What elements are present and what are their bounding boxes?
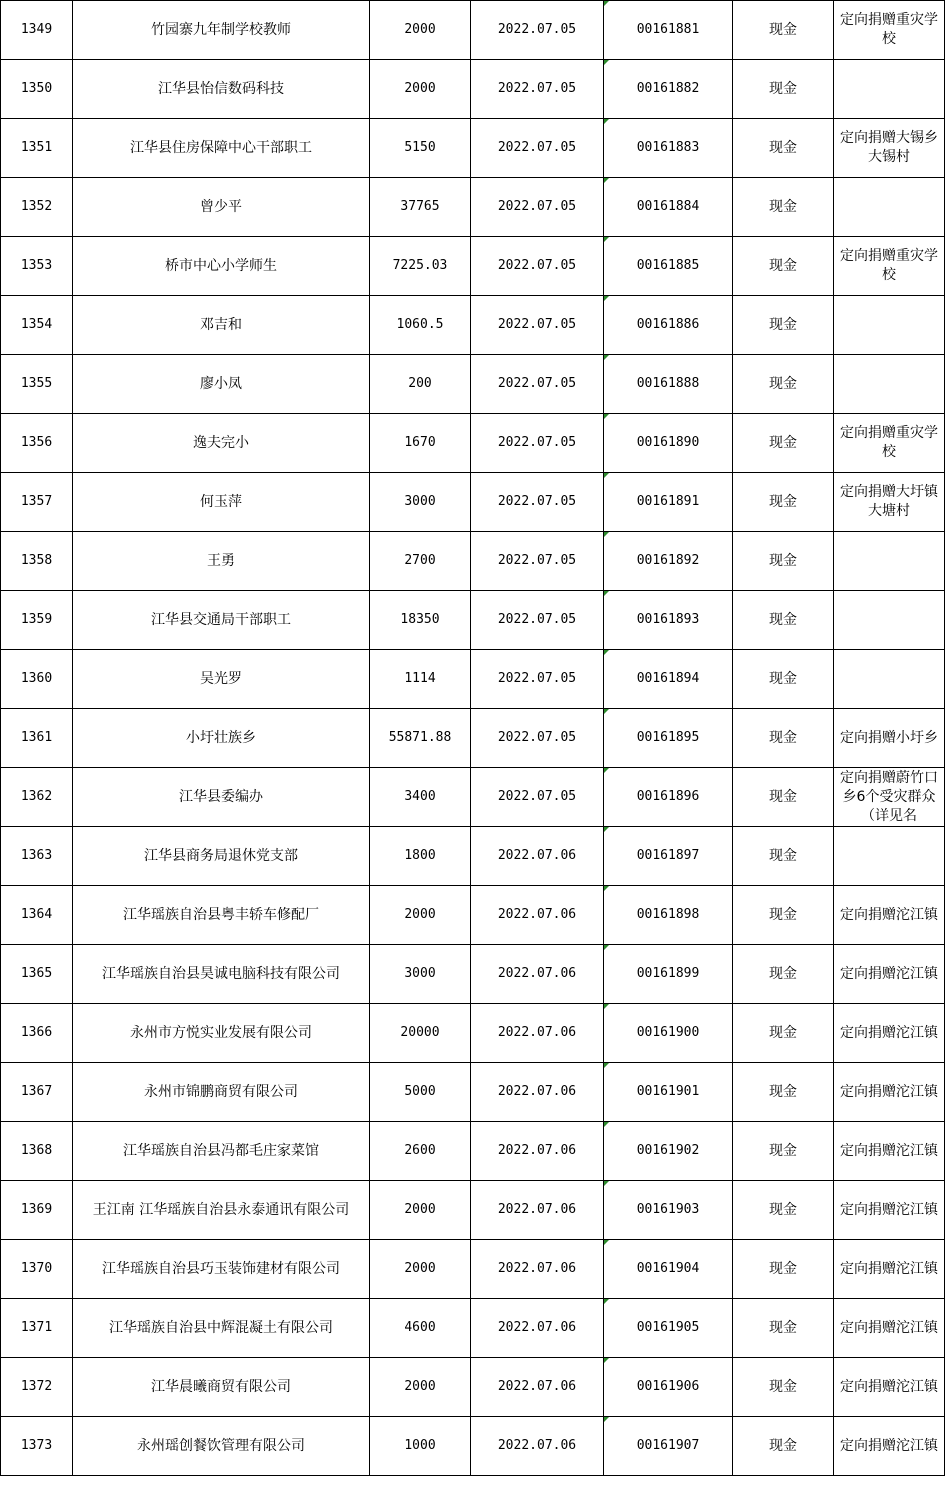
voucher-number: 00161900 xyxy=(604,1004,733,1063)
voucher-number: 00161904 xyxy=(604,1240,733,1299)
donor-name: 曾少平 xyxy=(73,178,370,237)
table-row xyxy=(1,886,945,945)
donor-name: 邓吉和 xyxy=(73,296,370,355)
note xyxy=(834,650,945,709)
note xyxy=(834,709,945,768)
table-row xyxy=(1,237,945,296)
payment-method: 现金 xyxy=(733,237,834,296)
note xyxy=(834,827,945,886)
payment-method: 现金 xyxy=(733,60,834,119)
amount: 2000 xyxy=(370,1181,471,1240)
voucher-number: 00161883 xyxy=(604,119,733,178)
payment-method: 现金 xyxy=(733,1,834,60)
voucher-number: 00161898 xyxy=(604,886,733,945)
donation-date: 2022.07.05 xyxy=(471,60,604,119)
row-id: 1355 xyxy=(1,355,73,414)
row-id: 1373 xyxy=(1,1417,73,1476)
payment-method: 现金 xyxy=(733,178,834,237)
note xyxy=(834,414,945,473)
row-id: 1360 xyxy=(1,650,73,709)
amount: 2000 xyxy=(370,1,471,60)
donation-date: 2022.07.06 xyxy=(471,1299,604,1358)
note xyxy=(834,355,945,414)
amount: 1800 xyxy=(370,827,471,886)
donor-name: 江华瑶族自治县冯都毛庄家菜馆 xyxy=(73,1122,370,1181)
table-row xyxy=(1,1240,945,1299)
note-text: 定向捐赠沱江镇 xyxy=(840,1260,938,1277)
amount: 2000 xyxy=(370,1240,471,1299)
amount: 18350 xyxy=(370,591,471,650)
donation-date: 2022.07.05 xyxy=(471,768,604,827)
payment-method: 现金 xyxy=(733,119,834,178)
row-id: 1357 xyxy=(1,473,73,532)
table-row xyxy=(1,591,945,650)
donor-name: 永州瑶创餐饮管理有限公司 xyxy=(73,1417,370,1476)
table-row xyxy=(1,1004,945,1063)
note-text: 定向捐赠沱江镇 xyxy=(840,1024,938,1041)
note-text: 定向捐赠大圩镇大塘村 xyxy=(840,484,938,519)
row-id: 1350 xyxy=(1,60,73,119)
note-text: 定向捐赠大锡乡大锡村 xyxy=(840,130,938,165)
donation-date: 2022.07.06 xyxy=(471,1417,604,1476)
donation-date: 2022.07.05 xyxy=(471,237,604,296)
row-id: 1368 xyxy=(1,1122,73,1181)
payment-method: 现金 xyxy=(733,945,834,1004)
donation-date: 2022.07.05 xyxy=(471,650,604,709)
payment-method: 现金 xyxy=(733,532,834,591)
note xyxy=(834,1004,945,1063)
note xyxy=(834,1122,945,1181)
note-text: 定向捐赠沱江镇 xyxy=(840,1319,938,1336)
payment-method: 现金 xyxy=(733,1240,834,1299)
voucher-number: 00161881 xyxy=(604,1,733,60)
row-id: 1354 xyxy=(1,296,73,355)
note-text: 定向捐赠沱江镇 xyxy=(840,1437,938,1454)
donor-name: 江华县交通局干部职工 xyxy=(73,591,370,650)
donation-date: 2022.07.05 xyxy=(471,119,604,178)
row-id: 1365 xyxy=(1,945,73,1004)
note-text: 定向捐赠沱江镇 xyxy=(840,965,938,982)
donor-name: 何玉萍 xyxy=(73,473,370,532)
note xyxy=(834,237,945,296)
payment-method: 现金 xyxy=(733,1063,834,1122)
note xyxy=(834,1299,945,1358)
amount: 1000 xyxy=(370,1417,471,1476)
amount: 5150 xyxy=(370,119,471,178)
note-text: 定向捐赠沱江镇 xyxy=(840,1378,938,1395)
voucher-number: 00161894 xyxy=(604,650,733,709)
note xyxy=(834,1181,945,1240)
donation-date: 2022.07.06 xyxy=(471,1240,604,1299)
payment-method: 现金 xyxy=(733,1299,834,1358)
table-row xyxy=(1,768,945,827)
note xyxy=(834,473,945,532)
voucher-number: 00161905 xyxy=(604,1299,733,1358)
amount: 1060.5 xyxy=(370,296,471,355)
amount: 2700 xyxy=(370,532,471,591)
donor-name: 廖小凤 xyxy=(73,355,370,414)
amount: 1114 xyxy=(370,650,471,709)
row-id: 1351 xyxy=(1,119,73,178)
row-id: 1356 xyxy=(1,414,73,473)
donor-name: 江华县怡信数码科技 xyxy=(73,60,370,119)
payment-method: 现金 xyxy=(733,473,834,532)
payment-method: 现金 xyxy=(733,1004,834,1063)
voucher-number: 00161892 xyxy=(604,532,733,591)
note xyxy=(834,1240,945,1299)
donor-name: 江华瑶族自治县昊诚电脑科技有限公司 xyxy=(73,945,370,1004)
amount: 3000 xyxy=(370,473,471,532)
payment-method: 现金 xyxy=(733,1122,834,1181)
table-row xyxy=(1,709,945,768)
note xyxy=(834,296,945,355)
donor-name: 江华晨曦商贸有限公司 xyxy=(73,1358,370,1417)
donor-name: 小圩壮族乡 xyxy=(73,709,370,768)
payment-method: 现金 xyxy=(733,1181,834,1240)
amount: 2000 xyxy=(370,1358,471,1417)
note-text: 定向捐赠重灾学校 xyxy=(840,425,938,460)
donation-date: 2022.07.05 xyxy=(471,414,604,473)
row-id: 1359 xyxy=(1,591,73,650)
amount: 2000 xyxy=(370,60,471,119)
note xyxy=(834,178,945,237)
table-row xyxy=(1,650,945,709)
note xyxy=(834,1358,945,1417)
donation-date: 2022.07.06 xyxy=(471,1358,604,1417)
table-row xyxy=(1,1417,945,1476)
donor-name: 逸夫完小 xyxy=(73,414,370,473)
donor-name: 江华县商务局退休党支部 xyxy=(73,827,370,886)
row-id: 1371 xyxy=(1,1299,73,1358)
donation-date: 2022.07.06 xyxy=(471,1063,604,1122)
amount: 37765 xyxy=(370,178,471,237)
amount: 4600 xyxy=(370,1299,471,1358)
voucher-number: 00161896 xyxy=(604,768,733,827)
payment-method: 现金 xyxy=(733,296,834,355)
voucher-number: 00161893 xyxy=(604,591,733,650)
note xyxy=(834,1,945,60)
donor-name: 江华县住房保障中心干部职工 xyxy=(73,119,370,178)
row-id: 1366 xyxy=(1,1004,73,1063)
donor-name: 江华瑶族自治县粤丰轿车修配厂 xyxy=(73,886,370,945)
note xyxy=(834,1417,945,1476)
note-text: 定向捐赠沱江镇 xyxy=(840,1083,938,1100)
amount: 5000 xyxy=(370,1063,471,1122)
voucher-number: 00161886 xyxy=(604,296,733,355)
table-row xyxy=(1,1358,945,1417)
amount: 7225.03 xyxy=(370,237,471,296)
amount: 3000 xyxy=(370,945,471,1004)
row-id: 1370 xyxy=(1,1240,73,1299)
row-id: 1362 xyxy=(1,768,73,827)
donor-name: 王勇 xyxy=(73,532,370,591)
amount: 200 xyxy=(370,355,471,414)
payment-method: 现金 xyxy=(733,768,834,827)
donor-name: 永州市方悦实业发展有限公司 xyxy=(73,1004,370,1063)
voucher-number: 00161895 xyxy=(604,709,733,768)
donation-date: 2022.07.06 xyxy=(471,945,604,1004)
table-row xyxy=(1,473,945,532)
note-text: 定向捐赠蔚竹口乡6个受灾群众（详见名 xyxy=(840,769,938,824)
donor-name: 永州市锦鹏商贸有限公司 xyxy=(73,1063,370,1122)
donation-date: 2022.07.05 xyxy=(471,532,604,591)
payment-method: 现金 xyxy=(733,591,834,650)
table-row xyxy=(1,355,945,414)
voucher-number: 00161907 xyxy=(604,1417,733,1476)
donor-name: 竹园寨九年制学校教师 xyxy=(73,1,370,60)
donor-name: 江华县委编办 xyxy=(73,768,370,827)
note xyxy=(834,119,945,178)
voucher-number: 00161882 xyxy=(604,60,733,119)
note-text: 定向捐赠重灾学校 xyxy=(840,12,938,47)
payment-method: 现金 xyxy=(733,827,834,886)
table-row xyxy=(1,1063,945,1122)
amount: 3400 xyxy=(370,768,471,827)
donation-date: 2022.07.06 xyxy=(471,1004,604,1063)
donor-name: 江华瑶族自治县巧玉装饰建材有限公司 xyxy=(73,1240,370,1299)
table-row xyxy=(1,414,945,473)
row-id: 1361 xyxy=(1,709,73,768)
table-row xyxy=(1,945,945,1004)
donation-date: 2022.07.06 xyxy=(471,827,604,886)
row-id: 1369 xyxy=(1,1181,73,1240)
note-text: 定向捐赠重灾学校 xyxy=(840,248,938,283)
note xyxy=(834,945,945,1004)
donor-name: 江华瑶族自治县中辉混凝土有限公司 xyxy=(73,1299,370,1358)
note xyxy=(834,768,945,827)
payment-method: 现金 xyxy=(733,709,834,768)
voucher-number: 00161906 xyxy=(604,1358,733,1417)
table-row xyxy=(1,1,945,60)
donation-date: 2022.07.05 xyxy=(471,473,604,532)
note xyxy=(834,532,945,591)
table-row xyxy=(1,532,945,591)
table-row xyxy=(1,119,945,178)
row-id: 1353 xyxy=(1,237,73,296)
note-text: 定向捐赠沱江镇 xyxy=(840,906,938,923)
table-row xyxy=(1,827,945,886)
note xyxy=(834,886,945,945)
voucher-number: 00161891 xyxy=(604,473,733,532)
payment-method: 现金 xyxy=(733,1417,834,1476)
voucher-number: 00161901 xyxy=(604,1063,733,1122)
donor-name: 桥市中心小学师生 xyxy=(73,237,370,296)
note-text: 定向捐赠沱江镇 xyxy=(840,1142,938,1159)
table-row xyxy=(1,1181,945,1240)
voucher-number: 00161890 xyxy=(604,414,733,473)
donation-date: 2022.07.05 xyxy=(471,1,604,60)
voucher-number: 00161884 xyxy=(604,178,733,237)
note-text: 定向捐赠沱江镇 xyxy=(840,1201,938,1218)
amount: 55871.88 xyxy=(370,709,471,768)
row-id: 1364 xyxy=(1,886,73,945)
voucher-number: 00161897 xyxy=(604,827,733,886)
voucher-number: 00161885 xyxy=(604,237,733,296)
donation-date: 2022.07.05 xyxy=(471,178,604,237)
donor-name: 王江南 江华瑶族自治县永泰通讯有限公司 xyxy=(73,1181,370,1240)
row-id: 1349 xyxy=(1,1,73,60)
row-id: 1367 xyxy=(1,1063,73,1122)
amount: 20000 xyxy=(370,1004,471,1063)
note-text: 定向捐赠小圩乡 xyxy=(840,729,938,746)
payment-method: 现金 xyxy=(733,414,834,473)
table-row xyxy=(1,1299,945,1358)
voucher-number: 00161902 xyxy=(604,1122,733,1181)
table-row xyxy=(1,296,945,355)
amount: 2000 xyxy=(370,886,471,945)
payment-method: 现金 xyxy=(733,355,834,414)
donation-date: 2022.07.05 xyxy=(471,709,604,768)
donation-date: 2022.07.06 xyxy=(471,1181,604,1240)
note xyxy=(834,60,945,119)
table-row xyxy=(1,60,945,119)
donation-date: 2022.07.06 xyxy=(471,886,604,945)
payment-method: 现金 xyxy=(733,650,834,709)
row-id: 1352 xyxy=(1,178,73,237)
table-row xyxy=(1,178,945,237)
row-id: 1363 xyxy=(1,827,73,886)
donation-date: 2022.07.06 xyxy=(471,1122,604,1181)
voucher-number: 00161899 xyxy=(604,945,733,1004)
amount: 2600 xyxy=(370,1122,471,1181)
table-body xyxy=(1,1,945,1476)
payment-method: 现金 xyxy=(733,1358,834,1417)
note xyxy=(834,1063,945,1122)
voucher-number: 00161903 xyxy=(604,1181,733,1240)
row-id: 1358 xyxy=(1,532,73,591)
payment-method: 现金 xyxy=(733,886,834,945)
donation-date: 2022.07.05 xyxy=(471,355,604,414)
row-id: 1372 xyxy=(1,1358,73,1417)
voucher-number: 00161888 xyxy=(604,355,733,414)
amount: 1670 xyxy=(370,414,471,473)
donor-name: 吴光罗 xyxy=(73,650,370,709)
donation-date: 2022.07.05 xyxy=(471,296,604,355)
donation-date: 2022.07.05 xyxy=(471,591,604,650)
table-row xyxy=(1,1122,945,1181)
note xyxy=(834,591,945,650)
